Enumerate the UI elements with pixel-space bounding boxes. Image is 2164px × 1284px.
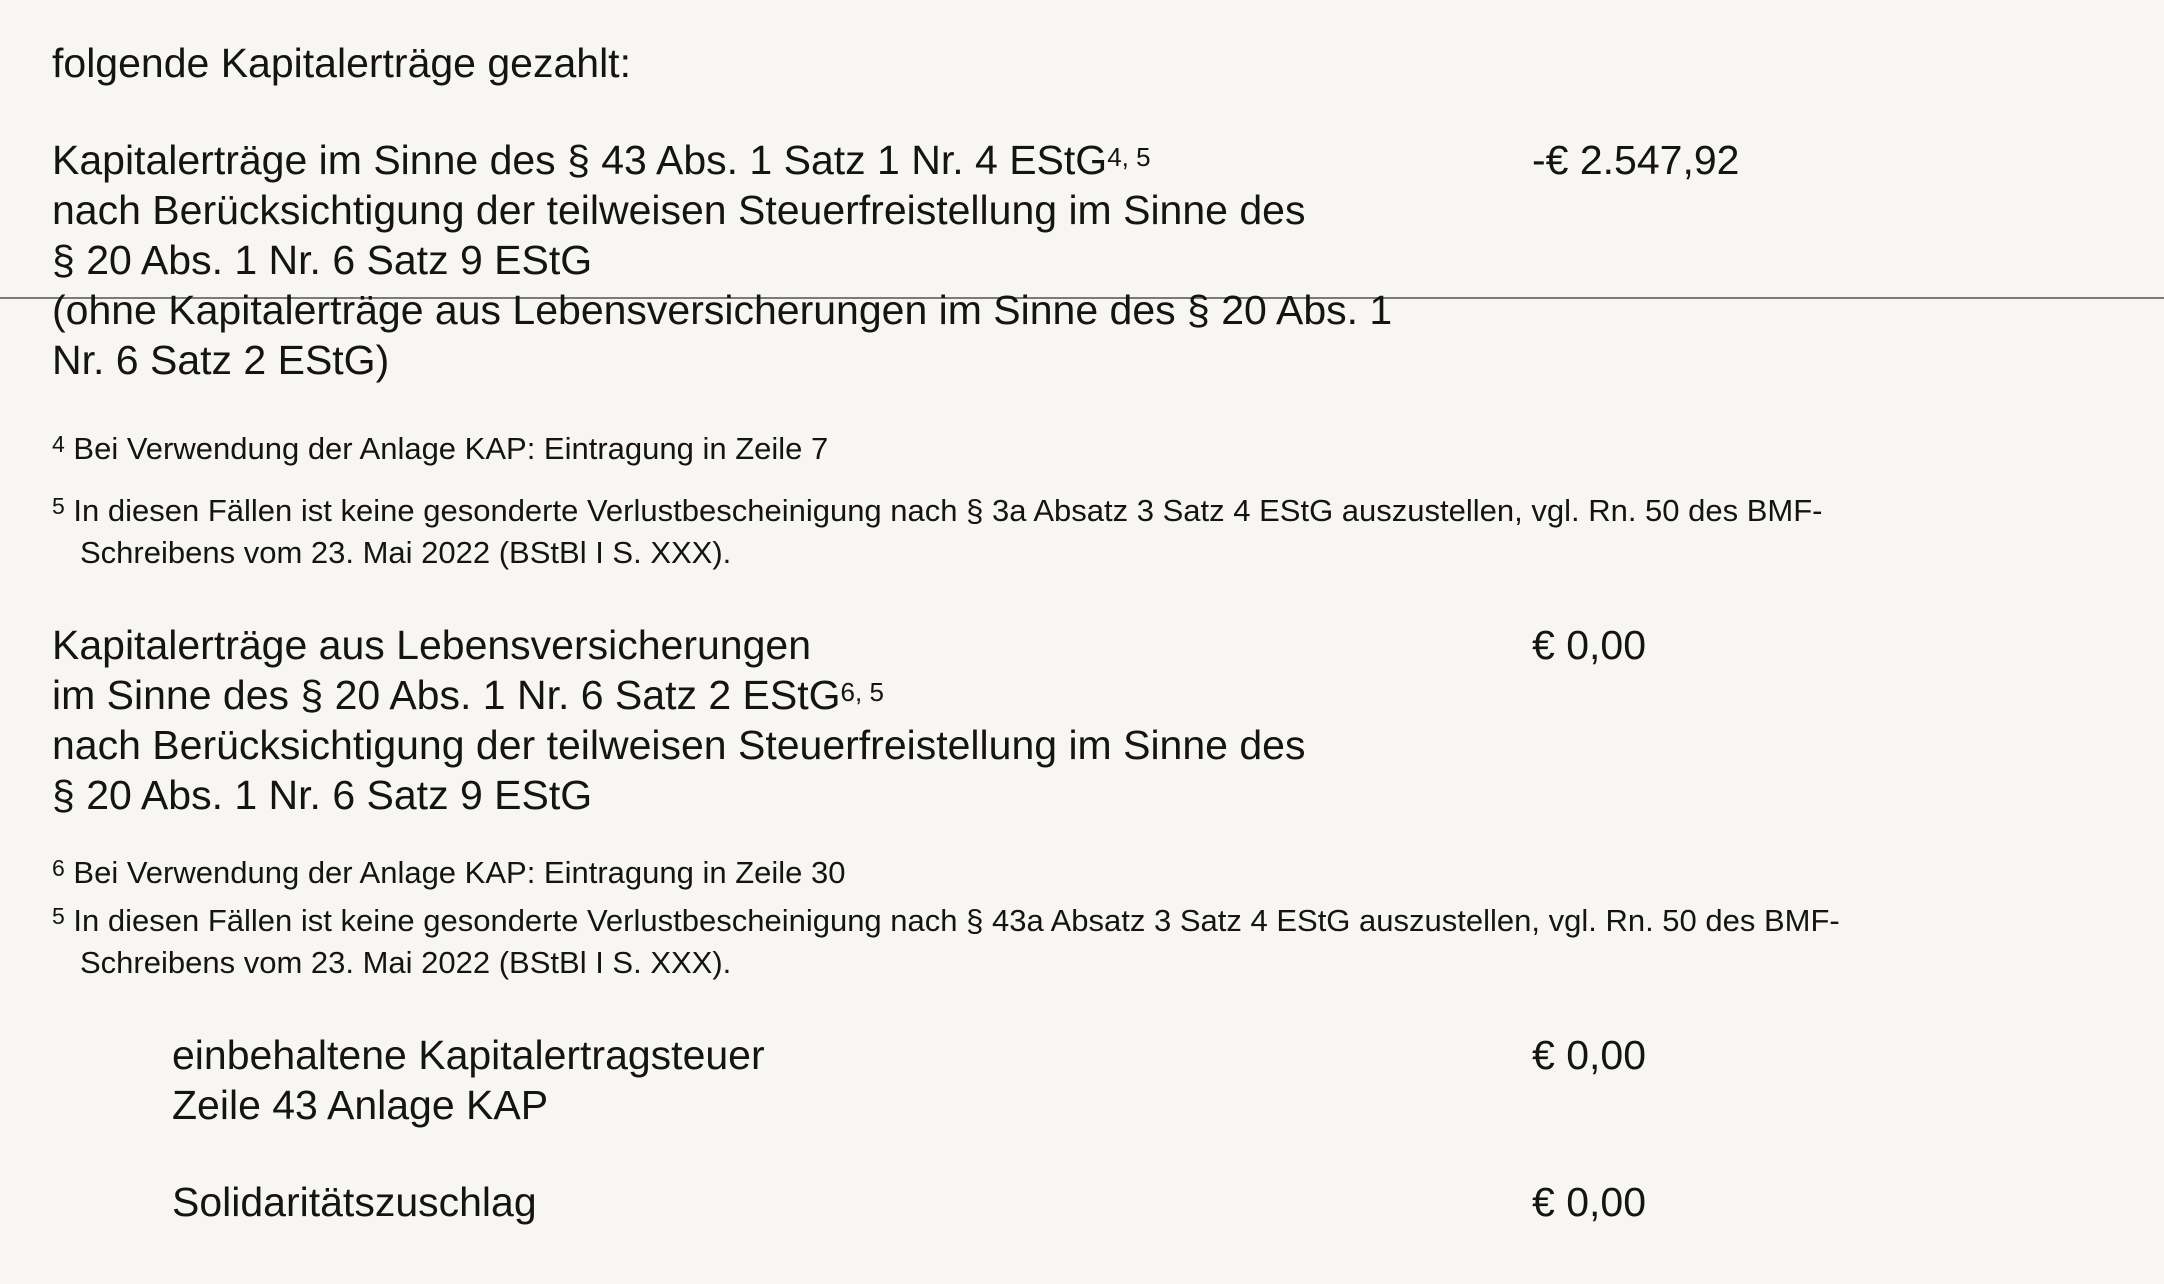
footnote-5a-mark: 5 (52, 493, 65, 519)
section2-line2 (52, 670, 884, 720)
section2-line4: § 20 Abs. 1 Nr. 6 Satz 9 EStG (52, 772, 593, 818)
section4-line1: Solidaritätszuschlag (172, 1179, 537, 1225)
footnote-5a (52, 490, 1823, 532)
section2-line1: Kapitalerträge aus Lebensversicherungen (52, 622, 812, 668)
section1-line5: Nr. 6 Satz 2 EStG) (52, 337, 390, 383)
footnote-4-text: Bei Verwendung der Anlage KAP: Eintragung in Zeile 7 (73, 431, 829, 466)
footnote-5a-text-line1: In diesen Fällen ist keine gesonderte Verlustbescheinigung nach § 3a Absatz 3 Satz 4 EStG auszustellen, vgl. Rn. 50 des BMF- (73, 493, 1823, 528)
footnote-5b-mark: 5 (52, 903, 65, 929)
section3-amount: € 0,00 (1532, 1032, 1646, 1078)
section1-line1-text: Kapitalerträge im Sinne des § 43 Abs. 1 Satz 1 Nr. 4 EStG (52, 137, 1108, 183)
section1-line3: § 20 Abs. 1 Nr. 6 Satz 9 EStG (52, 237, 593, 283)
section2-amount: € 0,00 (1532, 622, 1646, 668)
footnote-4-mark: 4 (52, 431, 65, 457)
section2-footnote-refs: 6, 5 (840, 677, 884, 707)
section1-line4: (ohne Kapitalerträge aus Lebensversicherungen im Sinne des § 20 Abs. 1 (52, 287, 1393, 333)
footnote-5b-text-line1: In diesen Fällen ist keine gesonderte Verlustbescheinigung nach § 43a Absatz 3 Satz 4 EStG auszustellen, vgl. Rn. 50 des BMF- (73, 903, 1840, 938)
footnote-5b-text-line2: Schreibens vom 23. Mai 2022 (BStBl I S. XXX). (80, 945, 732, 980)
footnote-4 (52, 428, 828, 470)
section3-line1: einbehaltene Kapitalertragsteuer (172, 1032, 765, 1078)
section4-amount: € 0,00 (1532, 1179, 1646, 1225)
footnote-5b (52, 900, 1840, 942)
section1-line2: nach Berücksichtigung der teilweisen Steuerfreistellung im Sinne des (52, 187, 1306, 233)
footnote-6 (52, 852, 846, 894)
footnote-6-text: Bei Verwendung der Anlage KAP: Eintragung in Zeile 30 (73, 855, 846, 890)
section2-line2-text: im Sinne des § 20 Abs. 1 Nr. 6 Satz 2 EStG (52, 672, 841, 718)
section2-line3: nach Berücksichtigung der teilweisen Steuerfreistellung im Sinne des (52, 722, 1306, 768)
section1-amount: -€ 2.547,92 (1532, 137, 1740, 183)
intro-text: folgende Kapitalerträge gezahlt: (52, 40, 631, 86)
footnote-5a-text-line2: Schreibens vom 23. Mai 2022 (BStBl I S. XXX). (80, 535, 732, 570)
section1-footnote-refs: 4, 5 (1107, 142, 1151, 172)
footnote-6-mark: 6 (52, 855, 65, 881)
section3-line2: Zeile 43 Anlage KAP (172, 1082, 549, 1128)
section1-line1 (52, 135, 1151, 185)
